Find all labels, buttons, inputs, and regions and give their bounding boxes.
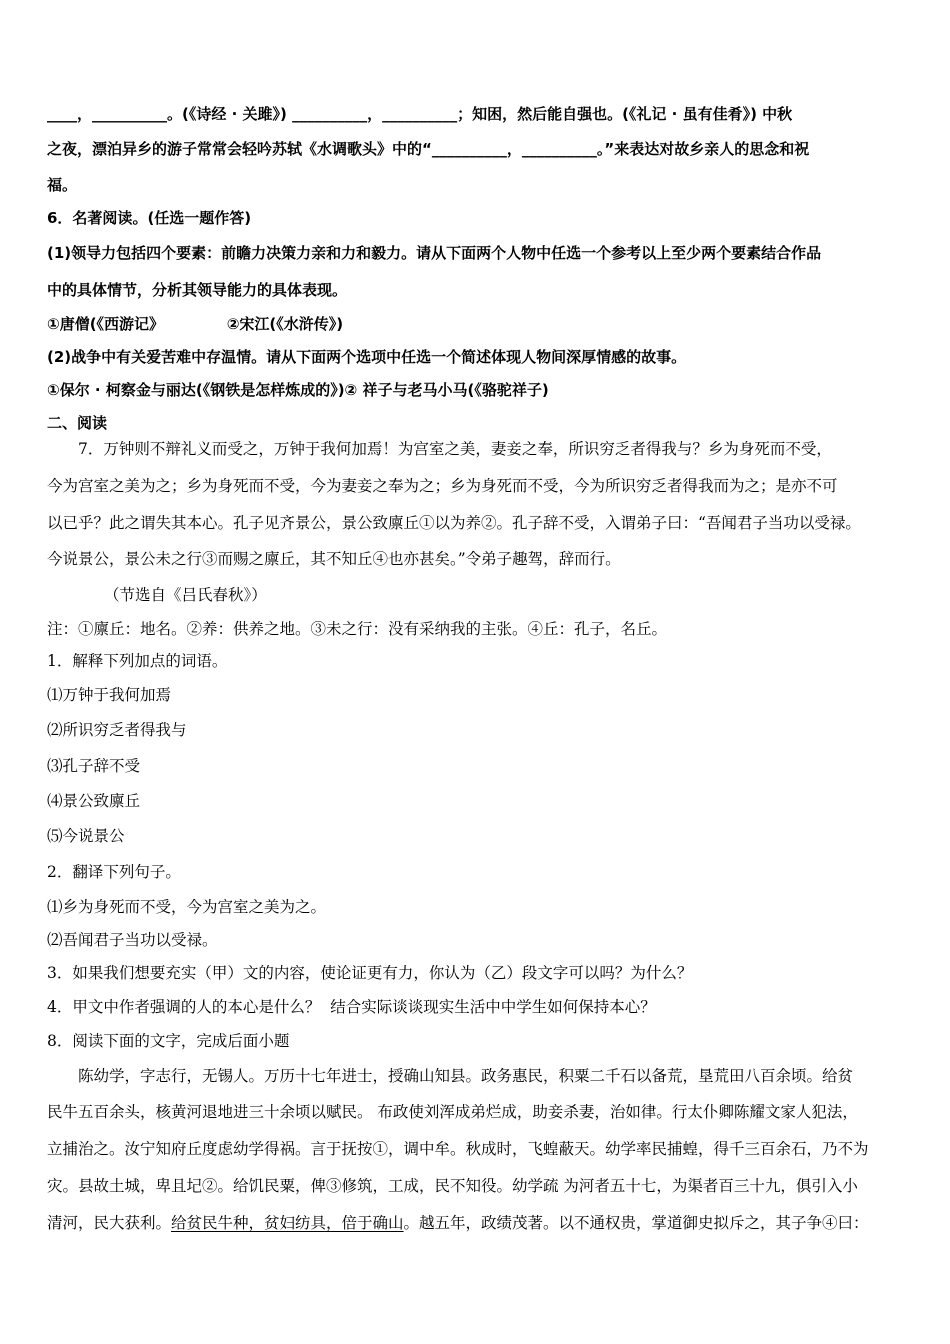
q7-sub2-item: ⑴乡为身死而不受，今为宫室之美为之。 — [47, 898, 327, 916]
q8-passage-line-5-end: 。越五年，政绩茂著。以不通权贵，掌道御史拟斥之，其子争④曰： — [403, 1214, 869, 1232]
q8-passage-line-5 — [47, 1212, 869, 1234]
q8-passage-line-3: 立捕治之。汝宁知府丘度虑幼学得祸。言于抚按①，调中牟。秋成时，飞蝗蔽天。幼学率民捕蝗，得千三百余石，乃不为 — [47, 1140, 869, 1158]
q7-passage-line-3: 以已乎？此之谓失其本心。孔子见齐景公，景公致廪丘①以为养②。孔子辞不受，入谓弟子曰：“吾闻君子当功以受禄。 — [47, 514, 861, 532]
q7-sub2-item: ⑵吾闻君子当功以受禄。 — [47, 931, 218, 949]
q7-passage-line-2: 今为宫室之美为之；乡为身死而不受，今为妻妾之奉为之；乡为身死而不受，今为所识穷乏者得我而为之；是亦不可 — [47, 477, 838, 495]
q7-passage-line-4: 今说景公，景公未之行③而赐之廪丘，其不知丘④也亦甚矣。”令弟子趣驾，辞而行。 — [47, 550, 621, 568]
q7-source: （节选自《吕氏春秋》） — [104, 586, 267, 604]
fill-in-line-1: ____，__________。(《诗经 · 关雎》) __________，__________；知困，然后能自强也。(《礼记 · 虽有佳肴》) 中秋 — [47, 105, 793, 123]
q6-part2-options: ①保尔 · 柯察金与丽达(《钢铁是怎样炼成的》)② 祥子与老马小马(《骆驼祥子) — [47, 381, 549, 399]
q6-part1-options: ①唐僧(《西游记》 ②宋江(《水浒传》) — [47, 315, 344, 333]
fill-in-line-2: 之夜，漂泊异乡的游子常常会轻吟苏轼《水调歌头》中的“__________，__________。”来表达对故乡亲人的思念和祝 — [47, 140, 810, 158]
fill-in-line-3: 福。 — [47, 176, 78, 194]
q7-sub1-title: 1．解释下列加点的词语。 — [47, 652, 228, 670]
q7-notes: 注：①廪丘：地名。②养：供养之地。③未之行：没有采纳我的主张。④丘：孔子，名丘。 — [47, 620, 668, 638]
q8-passage-line-5-start: 清河，民大获利。 — [47, 1214, 172, 1232]
q7-sub1-item: ⑷景公致廪丘 — [47, 792, 141, 810]
q6-part1-line2: 中的具体情节，分析其领导能力的具体表现。 — [47, 281, 348, 299]
q6-title: 6．名著阅读。(任选一题作答) — [47, 209, 252, 227]
q7-sub1-item: ⑵所识穷乏者得我与 — [47, 721, 187, 739]
q7-sub3: 3．如果我们想要充实（甲）文的内容，使论证更有力，你认为（乙）段文字可以吗？为什么？ — [47, 964, 693, 982]
q6-part2-line1: (2)战争中有关爱苦难中存温情。请从下面两个选项中任选一个简述体现人物间深厚情感的故事。 — [47, 348, 687, 366]
q7-sub2-title: 2．翻译下列句子。 — [47, 863, 181, 881]
q7-sub1-item: ⑸今说景公 — [47, 827, 125, 845]
q8-passage-line-2: 民牛五百余头，核黄河退地进三十余顷以赋民。 布政使刘浑成弟烂成，助妾杀妻，治如律。行太仆卿陈耀文家人犯法， — [47, 1103, 858, 1121]
q7-sub4: 4．甲文中作者强调的人的本心是什么？ 结合实际谈谈现实生活中中学生如何保持本心？ — [47, 998, 656, 1016]
q8-underlined-sentence: 给贫民牛种，贫妇纺具，倍于确山 — [171, 1214, 404, 1232]
q8-title: 8．阅读下面的文字，完成后面小题 — [47, 1032, 290, 1050]
q8-passage-line-1: 陈幼学，字志行，无锡人。万历十七年进士，授确山知县。政务惠民，积粟二千石以备荒，垦荒田八百余顷。给贫 — [78, 1067, 854, 1085]
q7-sub1-item: ⑶孔子辞不受 — [47, 757, 141, 775]
q7-sub1-item: ⑴万钟于我何加焉 — [47, 686, 172, 704]
q8-passage-line-4: 灾。县故土城，卑且圮②。给饥民粟，俾③修筑，工成，民不知役。幼学疏 为河者五十七，为渠者百三十九，俱引入小 — [47, 1177, 858, 1195]
q6-part1-line1: (1)领导力包括四个要素：前瞻力决策力亲和力和毅力。请从下面两个人物中任选一个参考以上至少两个要素结合作品 — [47, 244, 822, 262]
q7-passage-line-1: 7．万钟则不辩礼义而受之，万钟于我何加焉！为宫室之美，妻妾之奉，所识穷乏者得我与？乡为身死而不受， — [78, 440, 832, 458]
section2-heading: 二、阅读 — [47, 414, 108, 432]
